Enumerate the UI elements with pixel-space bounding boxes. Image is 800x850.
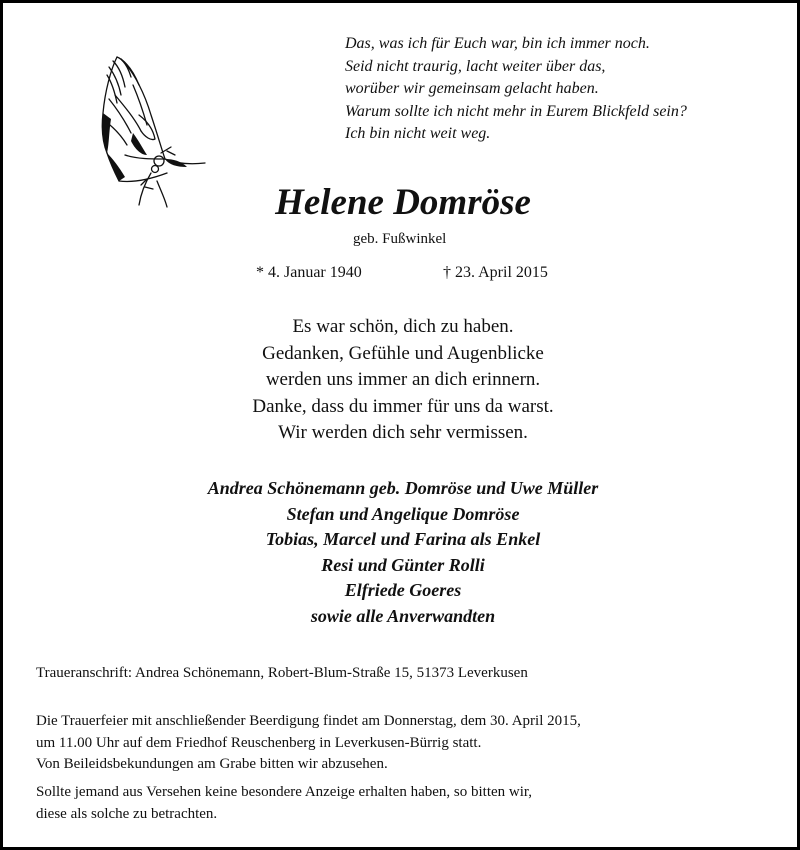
- notice-line: diese als solche zu betrachten.: [36, 805, 218, 822]
- mourning-address: Traueranschrift: Andrea Schönemann, Robert-Blum-Straße 15, 51373 Leverkusen: [36, 665, 528, 681]
- mourner-line: Resi und Günter Rolli: [321, 554, 485, 575]
- notice-text: [36, 782, 532, 825]
- mourner-line: Andrea Schönemann geb. Domröse und Uwe Müller: [207, 478, 599, 498]
- verse-line: Danke, dass du immer für uns da warst.: [252, 395, 554, 417]
- deceased-name: Helene Domröse: [275, 182, 531, 223]
- poem-line: worüber wir gemeinsam gelacht haben.: [345, 80, 599, 97]
- mourner-line: Elfriede Goeres: [344, 580, 462, 600]
- mourner-line: Stefan und Angelique Domröse: [286, 503, 520, 524]
- mourner-line: sowie alle Anverwandten: [310, 605, 496, 626]
- notice-line: Sollte jemand aus Versehen keine besondere Anzeige erhalten haben, so bitten wir,: [36, 784, 533, 800]
- funeral-line: Die Trauerfeier mit anschließender Beerdigung findet am Donnerstag, dem 30. April 2015,: [36, 713, 581, 729]
- funeral-line: um 11.00 Uhr auf dem Friedhof Reuschenberg in Leverkusen-Bürrig statt.: [36, 734, 482, 751]
- birth-date: * 4. Januar 1940: [256, 264, 362, 281]
- mourners-list: [3, 476, 800, 629]
- poem-line: Ich bin nicht weit weg.: [345, 125, 491, 142]
- mourner-line: Tobias, Marcel und Farina als Enkel: [265, 529, 541, 549]
- funeral-line: Von Beileidsbekundungen am Grabe bitten wir abzusehen.: [36, 756, 388, 772]
- verse-line: werden uns immer an dich erinnern.: [265, 369, 541, 390]
- death-date: † 23. April 2015: [443, 264, 548, 281]
- poem-line: Warum sollte ich nicht mehr in Eurem Blickfeld sein?: [345, 102, 687, 120]
- poem-line: Seid nicht traurig, lacht weiter über das,: [345, 57, 606, 75]
- memorial-verse: [3, 314, 800, 447]
- poem: [345, 33, 687, 146]
- poem-line: Das, was ich für Euch war, bin ich immer noch.: [345, 35, 650, 52]
- verse-line: Wir werden dich sehr vermissen.: [278, 422, 528, 443]
- verse-line: Gedanken, Gefühle und Augenblicke: [262, 342, 544, 364]
- funeral-info: [36, 711, 581, 776]
- verse-line: Es war schön, dich zu haben.: [292, 316, 514, 337]
- maiden-name: geb. Fußwinkel: [353, 231, 447, 247]
